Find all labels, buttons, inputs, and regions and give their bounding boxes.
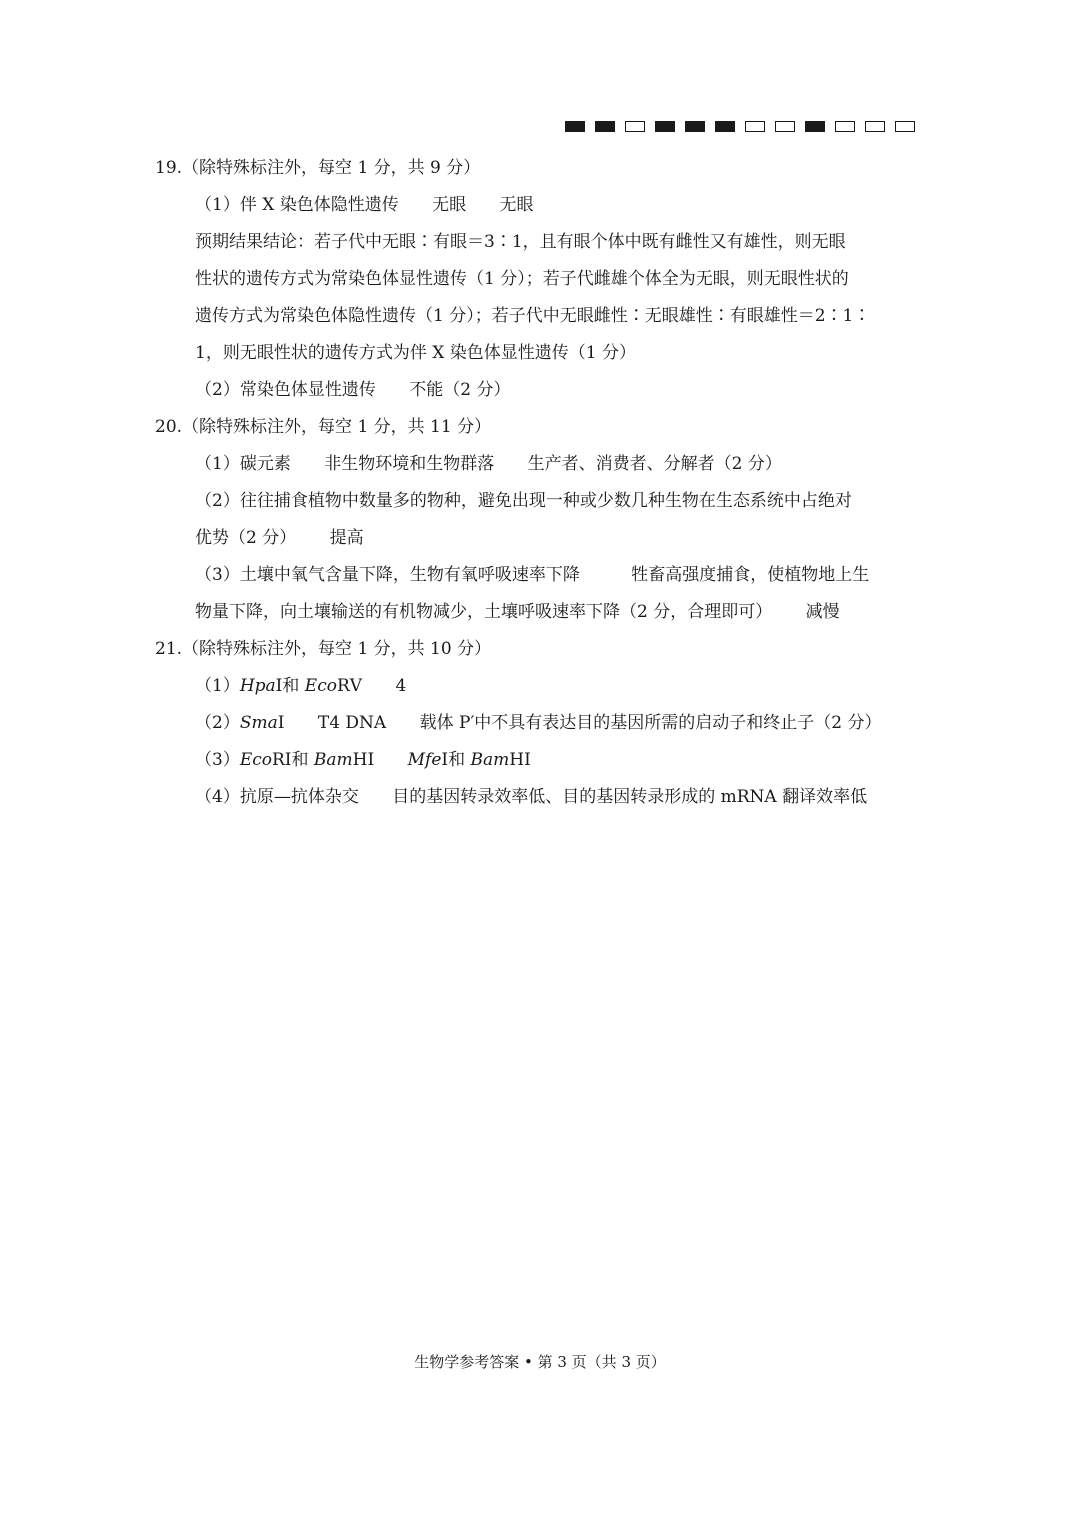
- q19-line-4: 遗传方式为常染色体隐性遗传（1 分）；若子代中无眼雌性∶无眼雄性∶有眼雄性＝2∶1∶: [195, 306, 871, 326]
- q19-line-5: 1，则无眼性状的遗传方式为伴 X 染色体显性遗传（1 分）: [195, 343, 636, 363]
- enzyme-suffix: Ⅰ和: [275, 676, 305, 696]
- q20-1-label: （1）碳元素: [195, 454, 291, 474]
- q19-1-answer-a: 无眼: [432, 195, 467, 215]
- enzyme-suffix: RⅤ: [336, 676, 363, 696]
- filled-square-mark: [655, 121, 675, 132]
- q20-1-answer-a: 非生物环境和生物群落: [324, 454, 495, 474]
- q21-title: 21.（除特殊标注外，每空 1 分，共 10 分）: [155, 639, 492, 659]
- filled-square-mark: [715, 121, 735, 132]
- q19-title: 19.（除特殊标注外，每空 1 分，共 9 分）: [155, 158, 481, 178]
- q19-2-label: （2）常染色体显性遗传: [195, 380, 376, 400]
- empty-square-mark: [775, 121, 795, 132]
- filled-square-mark: [805, 121, 825, 132]
- q19-1-answer-b: 无眼: [499, 195, 534, 215]
- q19-1-label: （1）伴 X 染色体隐性遗传: [195, 195, 399, 215]
- enzyme-bam: Bam: [470, 750, 510, 770]
- q20-line-4: [155, 557, 930, 594]
- enzyme-bam: Bam: [313, 750, 353, 770]
- q21-line-2: [155, 705, 930, 742]
- q21-line-3: [155, 742, 930, 779]
- filled-square-mark: [685, 121, 705, 132]
- enzyme-mfe: Mfe: [407, 750, 442, 770]
- q20-2-answer-b: 提高: [329, 528, 364, 548]
- empty-square-mark: [625, 121, 645, 132]
- enzyme-hpa: Hpa: [239, 676, 276, 696]
- enzyme-eco: Eco: [304, 676, 337, 696]
- q19-line-6: [155, 372, 930, 409]
- empty-square-mark: [745, 121, 765, 132]
- enzyme-suffix: Ⅰ和: [441, 750, 471, 770]
- q20-3-answer-a: （3）土壤中氧气含量下降，生物有氧呼吸速率下降: [195, 565, 580, 585]
- q20-3-answer-d: 减慢: [805, 602, 840, 622]
- q21-4-label: （4）抗原—抗体杂交: [195, 787, 359, 807]
- q20-line-2: （2）往往捕食植物中数量多的物种，避免出现一种或少数几种生物在生态系统中占绝对: [195, 491, 852, 511]
- q21-2-prefix: （2）: [195, 713, 240, 733]
- q20-line-5: [155, 594, 930, 631]
- q20-3-answer-c: 物量下降，向土壤输送的有机物减少，土壤呼吸速率下降（2 分，合理即可）: [195, 602, 773, 622]
- q21-1-answer: 4: [395, 676, 407, 696]
- q19-2-answer: 不能（2 分）: [409, 380, 511, 400]
- enzyme-suffix: Ⅰ: [277, 713, 285, 733]
- enzyme-suffix: HⅠ: [509, 750, 531, 770]
- page-footer: 生物学参考答案 • 第 3 页（共 3 页）: [414, 1353, 666, 1371]
- enzyme-eco: Eco: [239, 750, 272, 770]
- header-marks: [565, 121, 915, 132]
- enzyme-suffix: HⅠ: [352, 750, 375, 770]
- q21-2-answer-b: 载体 P′中不具有表达目的基因所需的启动子和终止子（2 分）: [419, 713, 882, 733]
- q20-1-answer-b: 生产者、消费者、分解者（2 分）: [527, 454, 782, 474]
- q21-line-1: [155, 668, 930, 705]
- q20-3-answer-b: 牲畜高强度捕食，使植物地上生: [631, 565, 870, 585]
- q20-line-1: [155, 446, 930, 483]
- q19-line-3: 性状的遗传方式为常染色体显性遗传（1 分）；若子代雌雄个体全为无眼，则无眼性状的: [195, 269, 849, 289]
- enzyme-sma: Sma: [239, 713, 278, 733]
- empty-square-mark: [865, 121, 885, 132]
- filled-square-mark: [565, 121, 585, 132]
- q21-2-answer-a: T4 DNA: [317, 713, 387, 733]
- q20-title: 20.（除特殊标注外，每空 1 分，共 11 分）: [155, 417, 492, 437]
- filled-square-mark: [595, 121, 615, 132]
- q21-1-prefix: （1）: [195, 676, 240, 696]
- empty-square-mark: [895, 121, 915, 132]
- answer-content: [155, 150, 930, 816]
- q21-3-prefix: （3）: [195, 750, 240, 770]
- q19-line-1: [155, 187, 930, 224]
- q21-4-answer: 目的基因转录效率低、目的基因转录形成的 mRNA 翻译效率低: [392, 787, 868, 807]
- q20-line-3: [155, 520, 930, 557]
- empty-square-mark: [835, 121, 855, 132]
- enzyme-suffix: RⅠ和: [272, 750, 314, 770]
- q19-line-2: 预期结果结论：若子代中无眼∶有眼＝3∶1，且有眼个体中既有雌性又有雄性，则无眼: [195, 232, 846, 252]
- q21-line-4: [155, 779, 930, 816]
- q20-2-answer-a: 优势（2 分）: [195, 528, 297, 548]
